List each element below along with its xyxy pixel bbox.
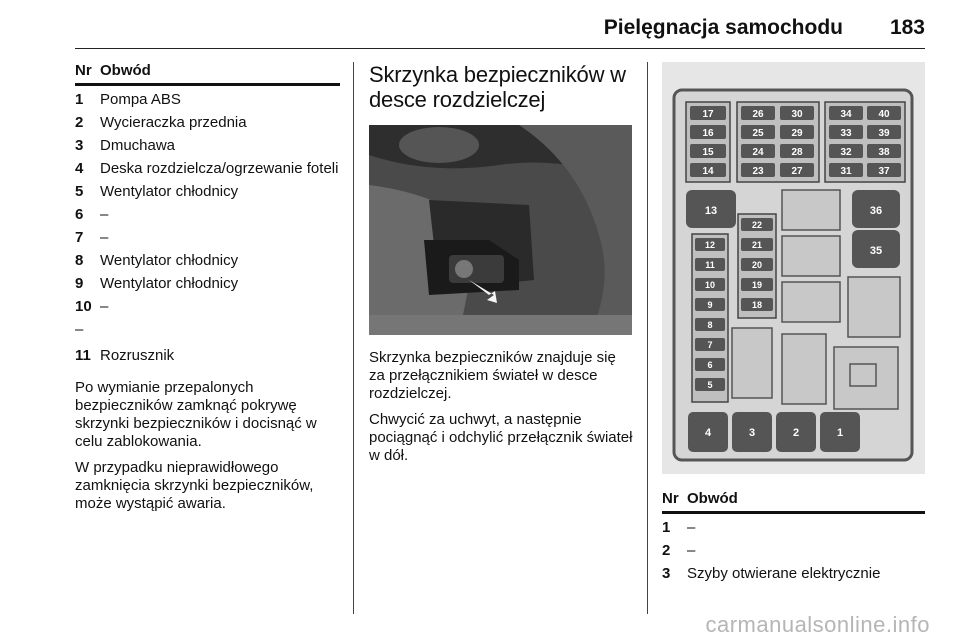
row-text: – <box>100 298 109 315</box>
row-number: 6 <box>75 206 84 223</box>
row-text: – <box>687 542 696 559</box>
row-text: Dmuchawa <box>100 137 176 154</box>
row-text: – <box>100 229 109 246</box>
fuse-label: 21 <box>751 240 763 250</box>
fuse-label: 15 <box>702 147 714 158</box>
row-number: 10 <box>75 298 92 315</box>
table-row <box>662 542 925 560</box>
row-text: Wentylator chłodnicy <box>100 252 239 269</box>
body-paragraph: Skrzynka bezpieczników znajduje się za przełącznikiem świateł w desce rozdzielczej. <box>369 349 616 402</box>
row-text: – <box>100 206 109 223</box>
fuse-label: 33 <box>840 128 852 139</box>
table-row <box>75 91 340 109</box>
row-text: Wentylator chłodnicy <box>100 275 239 292</box>
table-header <box>662 490 925 514</box>
row-number: 3 <box>75 137 84 154</box>
relay-label: 36 <box>869 205 883 217</box>
table-row <box>75 160 340 178</box>
fuse-label: 6 <box>707 360 713 370</box>
header-nr: Nr <box>75 62 92 79</box>
fuse-label: 20 <box>751 260 763 270</box>
row-text: – <box>687 519 696 536</box>
fuse-group-middle-column <box>738 214 776 318</box>
fuse-group-top-right <box>825 102 905 182</box>
page-header <box>75 0 925 49</box>
row-text: Szyby otwierane elektrycznie <box>687 565 881 582</box>
row-number: 9 <box>75 275 84 292</box>
relay-label: 35 <box>869 245 883 257</box>
fuse-label: 7 <box>707 340 713 350</box>
row-number: 2 <box>75 114 84 131</box>
dashboard-photo <box>369 125 632 335</box>
fuse-label: 10 <box>704 280 716 290</box>
middle-column <box>369 62 634 473</box>
fuse-label: 19 <box>751 280 763 290</box>
fuse-label: 8 <box>707 320 713 330</box>
fuse-label: 12 <box>704 240 716 250</box>
fuse-label: 39 <box>878 128 890 139</box>
fuse-label: 40 <box>878 109 890 120</box>
row-text: Wentylator chłodnicy <box>100 183 239 200</box>
body-paragraph: Chwycić za uchwyt, a następnie pociągnąć i odchylić przełącznik świateł w dół. <box>369 411 633 464</box>
fuse-label: 25 <box>752 128 764 139</box>
table-row <box>75 252 340 270</box>
body-paragraph: Po wymianie przepalonych bezpieczników zamknąć pokrywę skrzynki bezpieczników i docisnąć w celu zablokowania. <box>75 379 317 450</box>
fuse-label: 9 <box>707 300 713 310</box>
table-row <box>75 298 340 316</box>
relay-label: 4 <box>704 427 712 439</box>
fuse-label: 26 <box>752 109 764 120</box>
fuse-label: 23 <box>752 166 764 177</box>
table-row <box>75 229 340 247</box>
section-heading: Skrzynka bezpieczników w desce rozdzielczej <box>369 62 626 112</box>
fuse-label: 37 <box>878 166 890 177</box>
column-divider <box>353 62 354 614</box>
fuse-group-left-column <box>692 234 728 402</box>
row-number: 11 <box>75 347 91 364</box>
fuse-label: 24 <box>752 147 764 158</box>
relay-label: 13 <box>704 205 718 217</box>
row-number: 7 <box>75 229 84 246</box>
fuse-label: 16 <box>702 128 714 139</box>
fuse-box-diagram-svg <box>662 62 925 474</box>
right-column <box>662 62 925 583</box>
table-row <box>75 347 340 365</box>
dashboard-photo-image <box>369 125 632 335</box>
fuse-group-top-center-left <box>737 102 819 182</box>
fuse-label: 18 <box>751 300 763 310</box>
table-dash-row: – <box>75 321 84 338</box>
fuse-label: 22 <box>751 220 763 230</box>
fuse-label: 14 <box>702 166 714 177</box>
fuse-label: 11 <box>705 260 715 270</box>
row-text: Rozrusznik <box>100 347 175 364</box>
left-column <box>75 62 340 521</box>
relay-label: 2 <box>792 427 800 439</box>
table-row <box>75 137 340 155</box>
fuse-label: 32 <box>840 147 852 158</box>
fuse-label: 5 <box>707 380 713 390</box>
fuse-label: 30 <box>791 109 803 120</box>
fuse-label: 28 <box>791 147 803 158</box>
table-row <box>662 519 925 537</box>
row-text: Deska rozdzielcza/ogrzewanie foteli <box>100 160 339 177</box>
fuse-group-top-left <box>686 102 730 182</box>
relay-label: 1 <box>836 427 844 439</box>
header-nr: Nr <box>662 490 679 507</box>
fuse-label: 27 <box>791 166 803 177</box>
body-paragraph: W przypadku nieprawidłowego zamknięcia skrzynki bezpieczników, może wystąpić awaria. <box>75 459 314 512</box>
fuse-label: 29 <box>791 128 803 139</box>
row-number: 4 <box>75 160 84 177</box>
row-number: 8 <box>75 252 84 269</box>
watermark: carmanualsonline.info <box>705 612 930 637</box>
table-row <box>75 114 340 132</box>
table-row <box>75 275 340 293</box>
header-title: Pielęgnacja samochodu <box>603 16 843 39</box>
row-number: 5 <box>75 183 84 200</box>
row-text: Wycieraczka przednia <box>100 114 247 131</box>
table-header <box>75 62 340 86</box>
relay-label: 3 <box>748 427 756 439</box>
table-row <box>75 183 340 201</box>
fuse-label: 38 <box>878 147 890 158</box>
row-number: 2 <box>662 542 671 559</box>
fuse-label: 31 <box>840 166 852 177</box>
header-circuit: Obwód <box>687 490 738 507</box>
column-divider <box>647 62 648 614</box>
page-number: 183 <box>889 16 925 39</box>
header-circuit: Obwód <box>100 62 151 79</box>
row-number: 1 <box>75 91 84 108</box>
row-number: 3 <box>662 565 671 582</box>
row-number: 1 <box>662 519 671 536</box>
row-text: Pompa ABS <box>100 91 181 108</box>
fuse-label: 34 <box>840 109 852 120</box>
fuse-label: 17 <box>702 109 714 120</box>
table-row <box>75 206 340 224</box>
table-row <box>662 565 925 583</box>
fuse-box-diagram <box>662 62 925 474</box>
